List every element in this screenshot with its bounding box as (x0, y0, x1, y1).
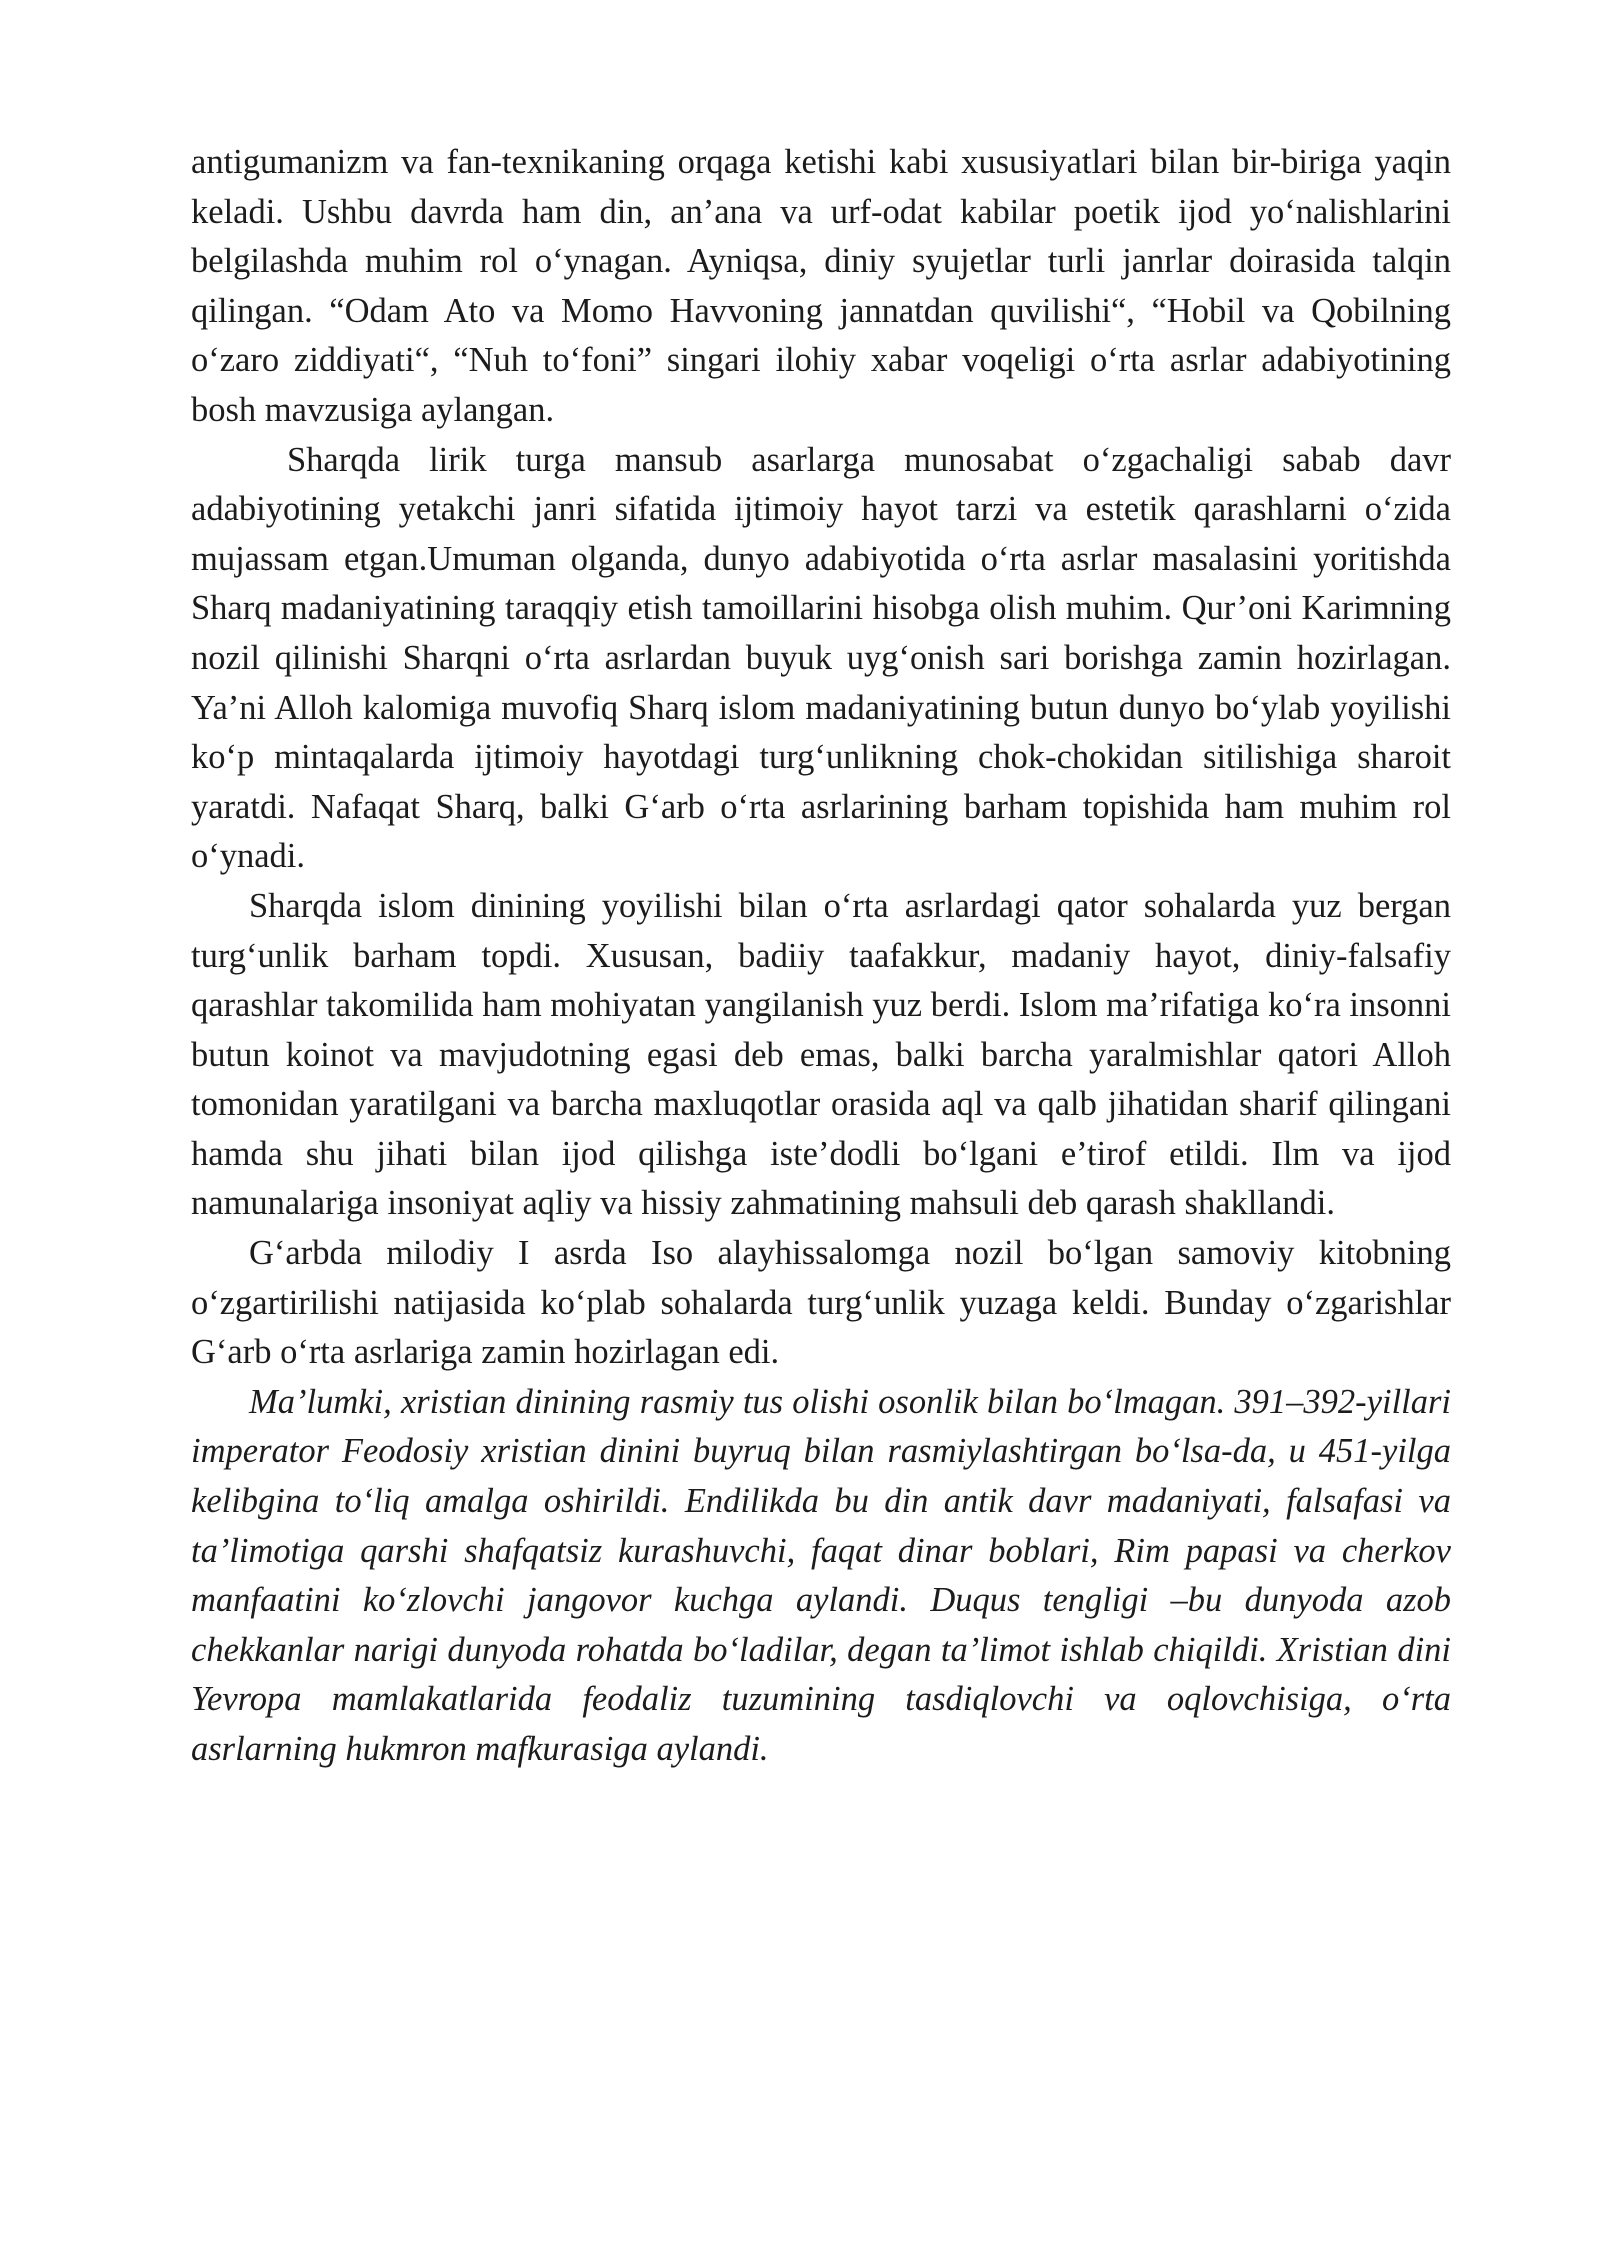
paragraph-3: Sharqda islom dinining yoyilishi bilan o‘rta asrlardagi qator sohalarda yuz bergan turg‘unlik barham topdi. Xususan, badiiy taafakkur, madaniy hayot, diniy-falsafiy qarashlar takomilida ham mohiyatan yangilanish yuz berdi. Islom ma’rifatiga ko‘ra insonni butun koinot va mavjudotning egasi deb emas, balki barcha yaralmishlar qatori Alloh tomonidan yaratilgani va barcha maxluqotlar orasida aql va qalb jihatidan sharif qilingani hamda shu jihati bilan ijod qilishga iste’dodli bo‘lgani e’tirof etildi. Ilm va ijod namunalariga insoniyat aqliy va hissiy zahmatining mahsuli deb qarash shakllandi. (191, 886, 1451, 1223)
paragraph-1: antigumanizm va fan-texnikaning orqaga ketishi kabi xususiyatlari bilan bir-biriga yaqin keladi. Ushbu davrda ham din, an’ana va urf-odat kabilar poetik ijod yo‘nalishlarini belgilashda muhim rol o‘ynagan. Ayniqsa, diniy syujetlar turli janrlar doirasida talqin qilingan. “Odam Ato va Momo Havvoning jannatdan quvilishi“, “Hobil va Qobilning o‘zaro ziddiyati“, “Nuh to‘foni” singari ilohiy xabar voqeligi o‘rta asrlar adabiyotining bosh mavzusiga aylangan. (191, 143, 1451, 429)
paragraph-2: Sharqda lirik turga mansub asarlarga munosabat o‘zgachaligi sabab davr adabiyotining yetakchi janri sifatida ijtimoiy hayot tarzi va estetik qarashlarni o‘zida mujassam etgan.Umuman olganda, dunyo adabiyotida o‘rta asrlar masalasini yoritishda Sharq madaniyatining taraqqiy etish tamoillarini hisobga olish muhim. Qur’oni Karimning nozil qilinishi Sharqni o‘rta asrlardan buyuk uyg‘onish sari borishga zamin hozirlagan. Ya’ni Alloh kalomiga muvofiq Sharq islom madaniyatining butun dunyo bo‘ylab yoyilishi ko‘p mintaqalarda ijtimoiy hayotdagi turg‘unlikning chok-chokidan sitilishiga sharoit yaratdi. Nafaqat Sharq, balki G‘arb o‘rta asrlarining barham topishida ham muhim rol o‘ynadi. (191, 440, 1451, 876)
document-page (191, 138, 1451, 1775)
paragraph-5-italic: Ma’lumki, xristian dinining rasmiy tus olishi osonlik bilan bo‘lmagan. 391–392-yillari imperator Feodosiy xristian dinini buyruq bilan rasmiylashtirgan bo‘lsa-da, u 451-yilga kelibgina to‘liq amalga oshirildi. Endilikda bu din antik davr madaniyati, falsafasi va ta’limotiga qarshi shafqatsiz kurashuvchi, faqat dinar boblari, Rim papasi va cherkov manfaatini ko‘zlovchi jangovor kuchga aylandi. Duqus tengligi –bu dunyoda azob chekkanlar narigi dunyoda rohatda bo‘ladilar, degan ta’limot ishlab chiqildi. Xristian dini Yevropa mamlakatlarida feodaliz tuzumining tasdiqlovchi va oqlovchisiga, o‘rta asrlarning hukmron mafkurasiga aylandi. (191, 1382, 1451, 1768)
paragraph-4: G‘arbda milodiy I asrda Iso alayhissalomga nozil bo‘lgan samoviy kitobning o‘zgartirilishi natijasida ko‘plab sohalarda turg‘unlik yuzaga keldi. Bunday o‘zgarishlar G‘arb o‘rta asrlariga zamin hozirlagan edi. (191, 1234, 1451, 1372)
